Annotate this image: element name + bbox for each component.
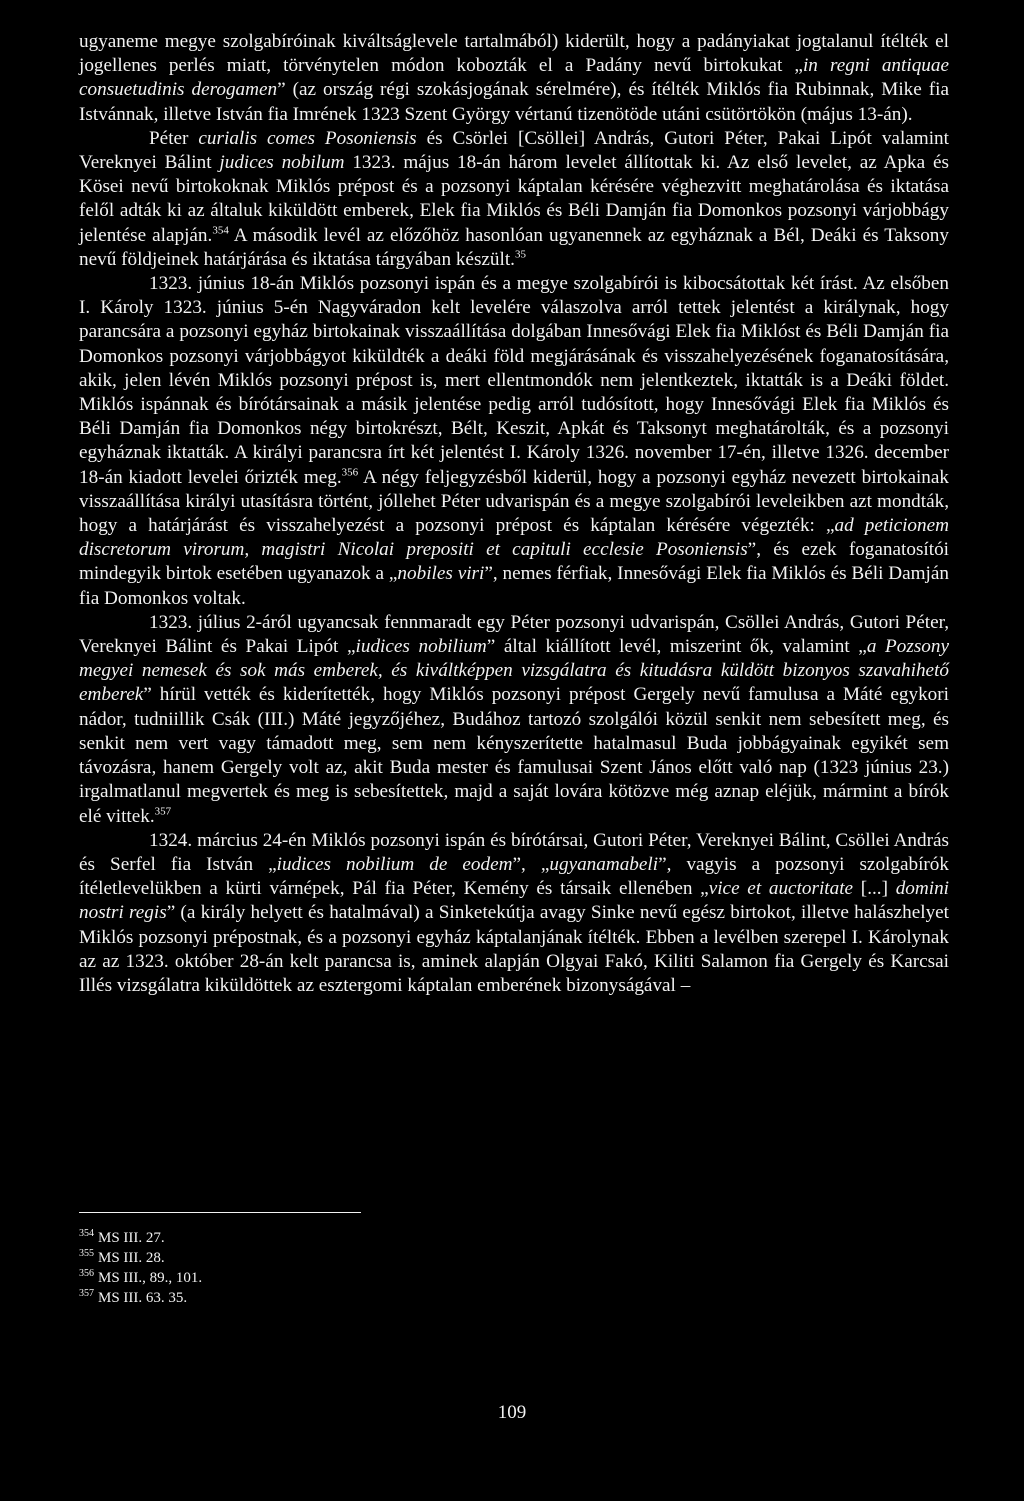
text-segment: ” (a király helyett és hatalmával) a Sinketekútja avagy Sinke nevű egész birtokot, illetve halászhelyet Miklós pozsonyi prépostnak, és a pozsonyi egyház káptalanjának ítélték. Ebben a levélben szerepel I. Károlynak az az 1323. október 28-án kelt parancsa is, aminek alapján Olgyai Fakó, Kiliti Salamon fia Gergely és Karcsai Illés vizsgálatra kiküldöttek az esztergomi káptalan emberének bizonyságával – xyxy=(79,902,950,996)
text-segment: judices nobilum xyxy=(219,152,345,174)
text-segment: ad peticionem discretorum virorum, magistri Nicolai prepositi et capituli ecclesie Posoniensis xyxy=(79,515,949,561)
footnote-ref: 356 xyxy=(341,466,359,479)
footnote xyxy=(79,1248,579,1268)
paragraph xyxy=(79,272,949,611)
page-body xyxy=(79,30,949,998)
text-segment: 1323. július 2-áról ugyancsak fennmaradt egy Péter pozsonyi udvarispán, Csöllei András, Gutori Péter, Vereknyei Bálint és Pakai Lipót „ xyxy=(79,611,949,658)
text-segment: [...] xyxy=(853,878,896,900)
text-segment: ”, „ xyxy=(512,853,550,875)
footnotes xyxy=(79,1228,579,1308)
footnote-number: 354 xyxy=(79,1228,94,1239)
footnote-ref: 357 xyxy=(154,805,172,818)
footnote-separator xyxy=(79,1212,361,1213)
text-segment: in regni antiquae consuetudinis derogamen xyxy=(79,55,949,101)
text-segment: és Csörlei [Csöllei] András, Gutori Péter, Pakai Lipót valamint Vereknyei Bálint xyxy=(79,127,949,174)
text-segment: ” (az ország régi szokásjogának sérelmére), és ítélték Miklós fia Rubinnak, Mike fia Istvánnak, illetve István fia Imrének 1323 Szent György vértanú tizenötöde utáni csütörtökön (május 13-án). xyxy=(79,79,949,125)
page-number: 109 xyxy=(497,1402,527,1423)
paragraph xyxy=(79,127,949,272)
footnote xyxy=(79,1228,579,1248)
footnote-text: MS III. 28. xyxy=(98,1250,165,1266)
text-segment: A második levél az előzőhöz hasonlóan ugyanennek az egyháznak a Bél, Deáki és Taksony nevű földjeinek határjárása és iktatása tárgyában készült. xyxy=(79,224,949,270)
text-segment: 1323. május 18-án három levelet állítottak ki. Az első levelet, az Apka és Kösei nevű birtokoknak Miklós prépost és a pozsonyi káptalan kérésére véghezvitt meghatárolása és iktatása felől adták ki az általuk kiküldött emberek, Elek fia Miklós és Béli Damján fia Domonkos pozsonyi várjobbágy jelentése alapján. xyxy=(79,152,949,246)
paragraph xyxy=(79,829,949,998)
footnote-ref: 35 xyxy=(514,248,526,261)
footnote-number: 357 xyxy=(79,1288,94,1299)
text-segment: A négy feljegyzésből kiderül, hogy a pozsonyi egyház nevezett birtokainak visszaállítása királyi utasításra történt, jóllehet Péter udvarispán és a megye szolgabírói leveleikben azt mondták, hogy a határjárást és visszahelyezést a pozsonyi prépost és káptalan kérésére végezték: „ xyxy=(79,466,950,537)
text-segment: a Pozsony megyei nemesek és sok más emberek, és kiváltképpen vizsgálatra és kitudásra küldött bizonyos szavahihető emberek xyxy=(79,636,950,706)
text-segment: Péter xyxy=(149,127,199,149)
text-segment: iudices nobilium xyxy=(355,636,487,658)
footnote-text: MS III. 63. 35. xyxy=(98,1290,188,1306)
paragraph xyxy=(79,611,949,829)
text-segment: ugyanamabeli xyxy=(549,853,659,875)
footnote-number: 356 xyxy=(79,1268,94,1279)
footnote xyxy=(79,1288,579,1308)
text-segment: ” hírül vették és kiderítették, hogy Miklós pozsonyi prépost Gergely nevű famulusa a Máté egykori nádor, tudniillik Csák (III.) Máté jegyzőjéhez, Budához tartozó szolgálói közül senkit nem sebesített meg, és senkit nem vert vagy támadott meg, sem nem kényszerítette hatalmasul Buda jobbágyainak egyikét sem távozásra, hanem Gergely volt az, akit Buda mester és famulusai Szent János előtt való nap (1323 június 23.) irgalmatlanul megvertek és meg is sebesítettek, majd a saját lovára kötözve még aznap eléjük, mármint a bírók elé vittek. xyxy=(79,684,949,827)
text-segment: vice et auctoritate xyxy=(708,878,854,900)
text-segment: nobiles viri xyxy=(397,563,485,585)
text-segment: iudices nobilium de eodem xyxy=(276,853,513,875)
text-segment: ”, nemes férfiak, Innesővági Elek fia Miklós és Béli Damján fia Domonkos voltak. xyxy=(79,563,949,609)
text-segment: domini nostri regis xyxy=(79,878,950,924)
footnote xyxy=(79,1268,579,1288)
text-segment: ”, vagyis a pozsonyi szolgabírók ítéletlevelükben a kürti várnépek, Pál fia Péter, Kemény és társaik ellenében „ xyxy=(79,853,949,900)
footnote-text: MS III., 89., 101. xyxy=(98,1270,203,1286)
paragraph xyxy=(79,30,949,127)
footnote-text: MS III. 27. xyxy=(98,1230,165,1246)
text-segment: ”, és ezek foganatosítói mindegyik birtok esetében ugyanazok a „ xyxy=(79,539,950,585)
text-segment: ugyaneme megye szolgabíróinak kiváltságlevele tartalmából) kiderült, hogy a padányiakat jogtalanul ítélték el jogellenes perlés miatt, törvénytelen módon kobozták el a Padány nevű birtokukat „ xyxy=(79,31,949,77)
footnote-number: 355 xyxy=(79,1248,94,1259)
footnote-ref: 354 xyxy=(212,224,229,237)
text-segment: curialis comes Posoniensis xyxy=(198,127,417,149)
text-segment: 1324. március 24-én Miklós pozsonyi ispán és bírótársai, Gutori Péter, Vereknyei Bálint, Csöllei András és Serfel fia István „ xyxy=(79,829,949,875)
text-segment: ” által kiállított levél, miszerint ők, valamint „ xyxy=(486,636,867,658)
text-segment: 1323. június 18-án Miklós pozsonyi ispán és a megye szolgabírói is kibocsátottak két írást. Az elsőben I. Károly 1323. június 5-én Nagyváradon kelt levelére válaszolva arról tettek jelentést a királynak, hogy parancsára a pozsonyi egyház birtokainak visszaállítása dolgában Innesővági Elek fia Miklóst és Béli Damján fia Domonkos pozsonyi várjobbágyot kiküldték a deáki föld megjárásának és visszahelyezésének foganatosítására, akik, jelen lévén Miklós pozsonyi prépost is, mert ellentmondók nem jelentkeztek, iktatták is a Deáki földet. Miklós ispánnak és bírótársainak a másik jelentése pedig arról tudósított, hogy Innesővági Elek fia Miklós és Béli Damján fia Domonkos négy birtokrészt, Bélt, Keszit, Apkát és Taksonyt meghatárolták, és a pozsonyi egyháznak iktatták. A királyi parancsra írt két jelentést I. Károly 1326. november 17-én, illetve 1326. december 18-án kiadott levelei őrizték meg. xyxy=(79,273,949,488)
